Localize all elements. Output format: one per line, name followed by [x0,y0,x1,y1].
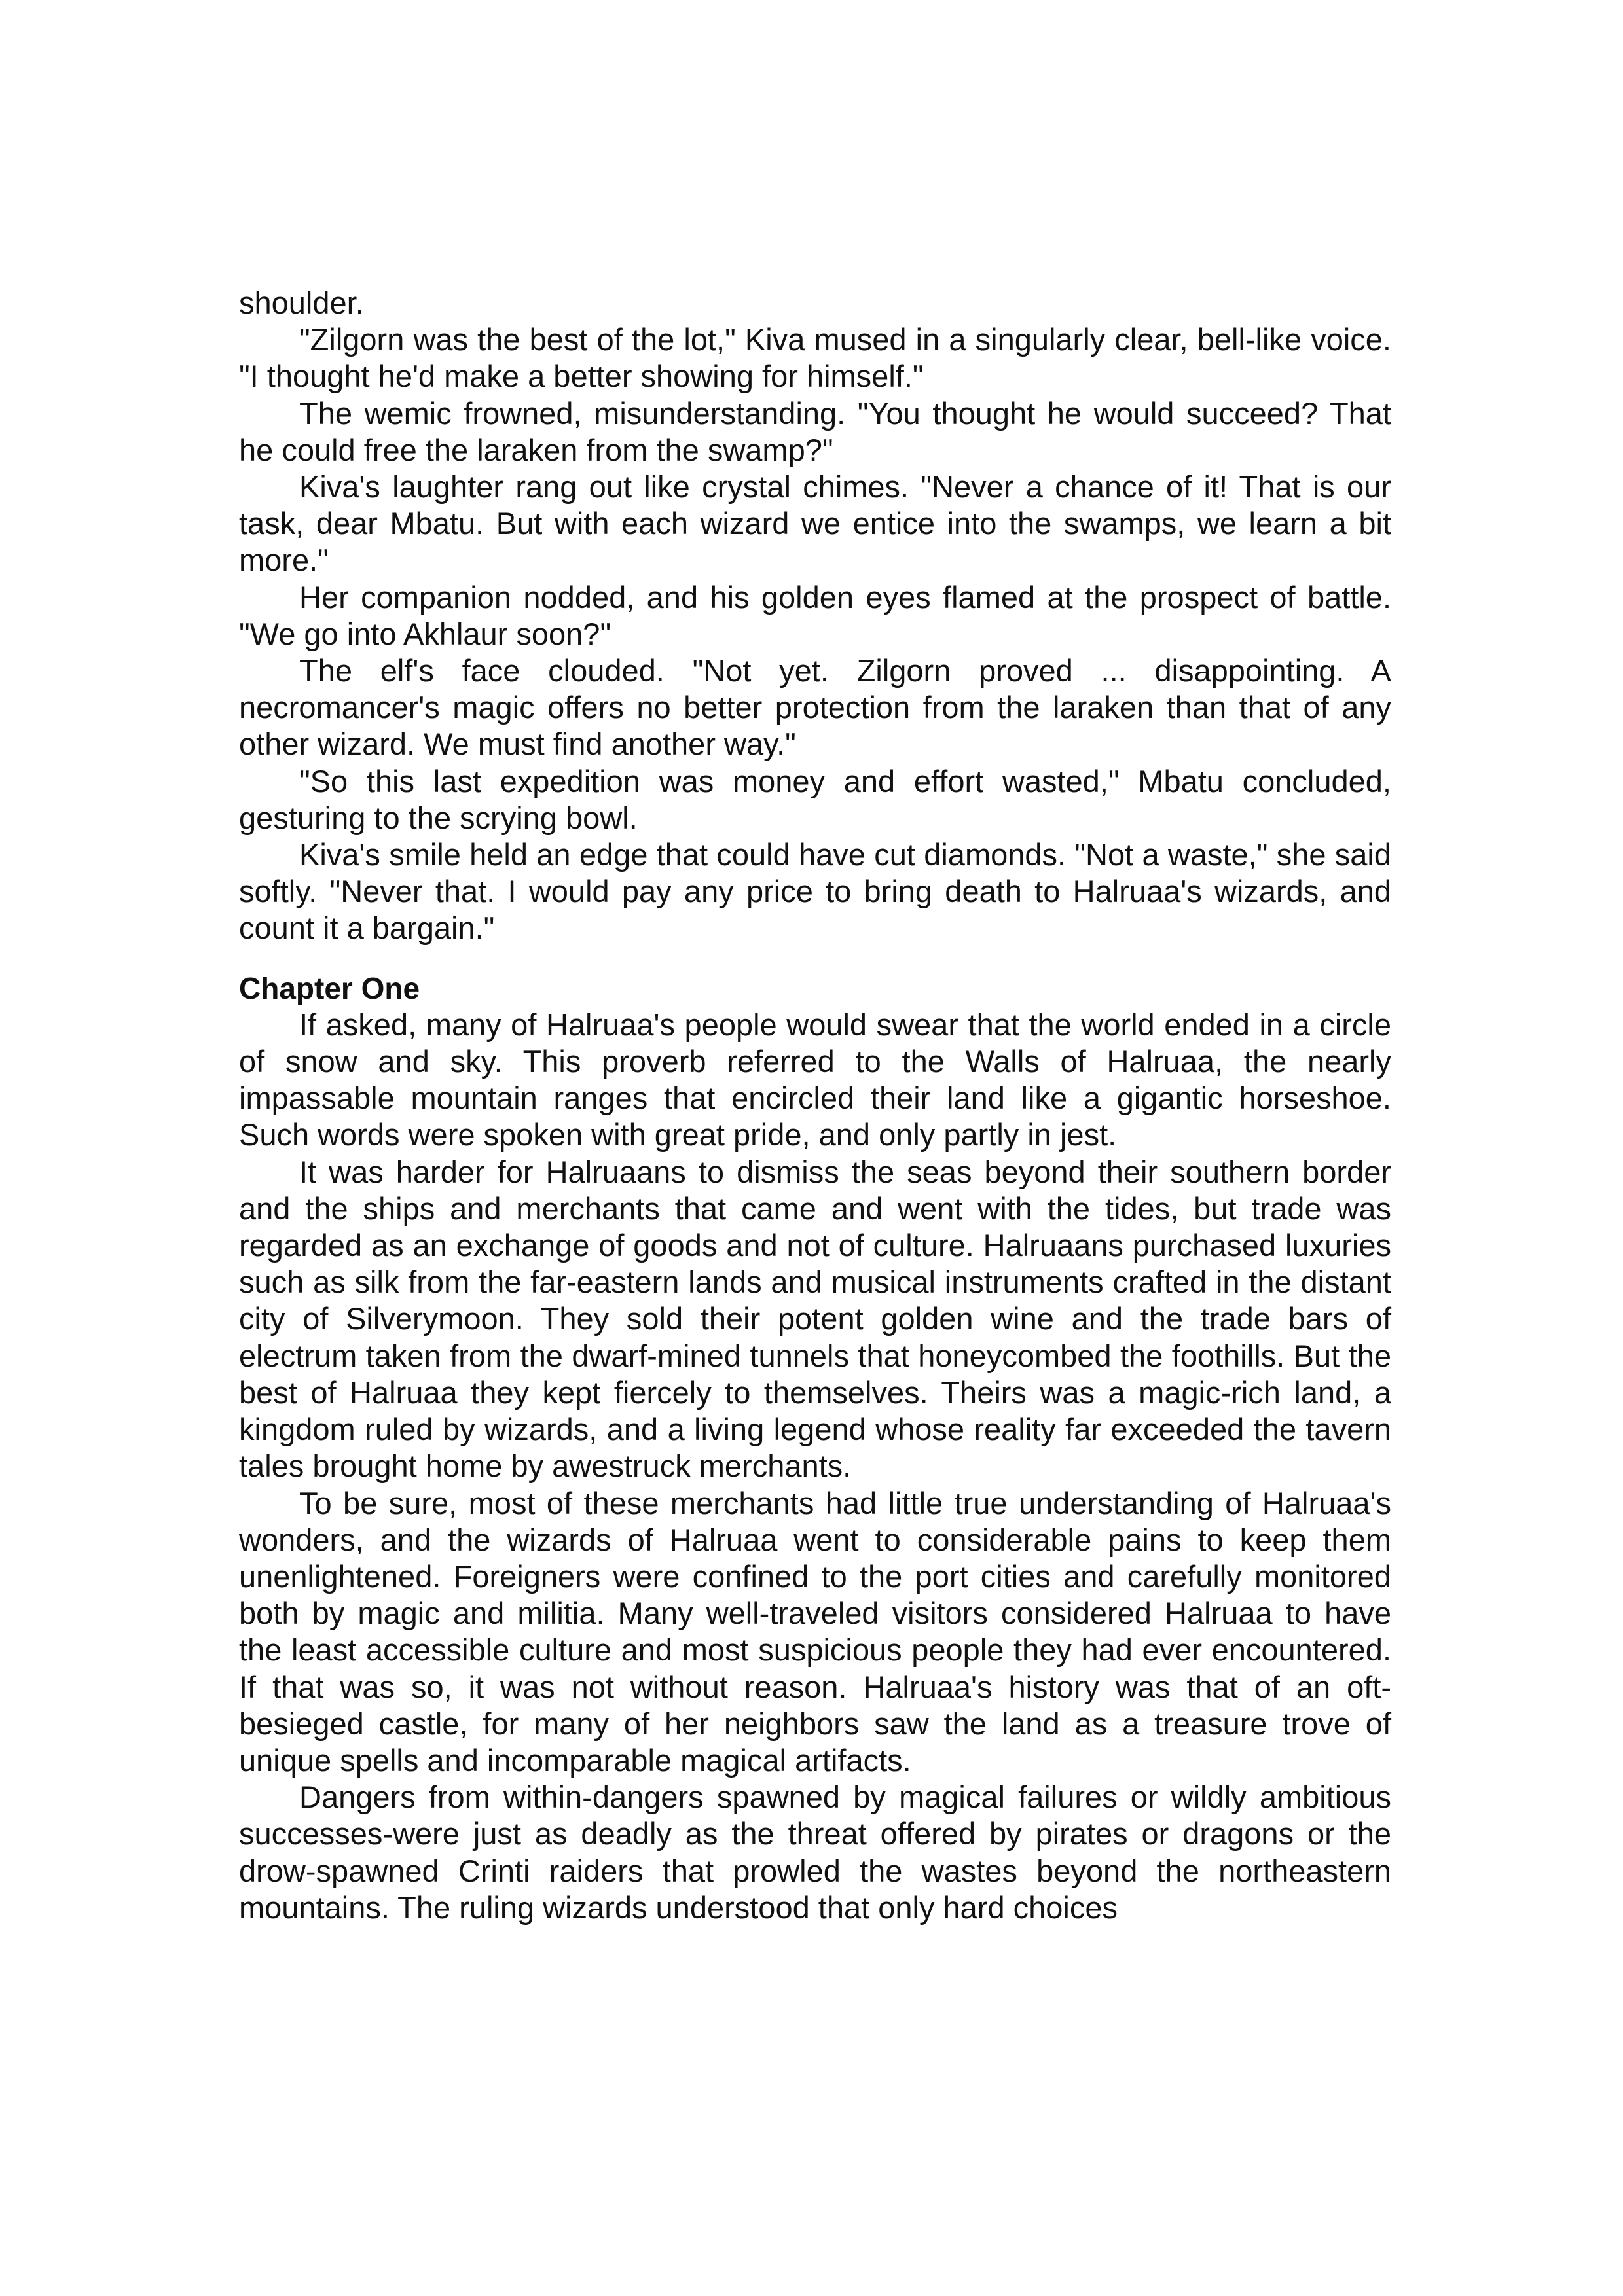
paragraph: Dangers from within-dangers spawned by magical failures or wildly ambitious successes-were just as deadly as the threat offered by pirates or dragons or the drow-spawned Crinti raiders that prowled the wastes beyond the northeastern mountains. The ruling wizards understood that only hard choices [239,1780,1391,1925]
document-page [239,285,1391,1926]
paragraph: The wemic frowned, misunderstanding. "You thought he would succeed? That he could free the laraken from the swamp?" [239,395,1391,467]
paragraph: "So this last expedition was money and effort wasted," Mbatu concluded, gesturing to the scrying bowl. [239,763,1391,835]
paragraph: If asked, many of Halruaa's people would swear that the world ended in a circle of snow and sky. This proverb referred to the Walls of Halruaa, the nearly impassable mountain ranges that encircled their land like a gigantic horseshoe. Such words were spoken with great pride, and only partly in jest. [239,1007,1391,1153]
paragraph: It was harder for Halruaans to dismiss the seas beyond their southern border and the ships and merchants that came and went with the tides, but trade was regarded as an exchange of goods and not of culture. Halruaans purchased luxuries such as silk from the far-eastern lands and musical instruments crafted in the distant city of Silverymoon. They sold their potent golden wine and the trade bars of electrum taken from the dwarf-mined tunnels that honeycombed the foothills. But the best of Halruaa they kept fiercely to themselves. Theirs was a magic-rich land, a kingdom ruled by wizards, and a living legend whose reality far exceeded the tavern tales brought home by awestruck merchants. [239,1154,1391,1484]
paragraph: The elf's face clouded. "Not yet. Zilgorn proved ... disappointing. A necromancer's magic offers no better protection from the laraken than that of any other wizard. We must find another way." [239,653,1391,762]
paragraph: Kiva's smile held an edge that could have cut diamonds. "Not a waste," she said softly. "Never that. I would pay any price to bring death to Halruaa's wizards, and count it a bargain." [239,837,1391,946]
paragraph: shoulder. [239,285,364,320]
chapter-heading: Chapter One [239,971,420,1005]
paragraph: Kiva's laughter rang out like crystal chimes. "Never a chance of it! That is our task, dear Mbatu. But with each wizard we entice into the swamps, we learn a bit more." [239,469,1391,578]
paragraph: Her companion nodded, and his golden eyes flamed at the prospect of battle. "We go into Akhlaur soon?" [239,579,1391,651]
paragraph: "Zilgorn was the best of the lot," Kiva mused in a singularly clear, bell-like voice. "I thought he'd make a better showing for himself." [239,322,1391,394]
paragraph: To be sure, most of these merchants had little true understanding of Halruaa's wonders, and the wizards of Halruaa went to considerable pains to keep them unenlightened. Foreigners were confined to the port cities and carefully monitored both by magic and militia. Many well-traveled visitors considered Halruaa to have the least accessible culture and most suspicious people they had ever encountered. If that was so, it was not without reason. Halruaa's history was that of an oft-besieged castle, for many of her neighbors saw the land as a treasure trove of unique spells and incomparable magical artifacts. [239,1485,1391,1778]
